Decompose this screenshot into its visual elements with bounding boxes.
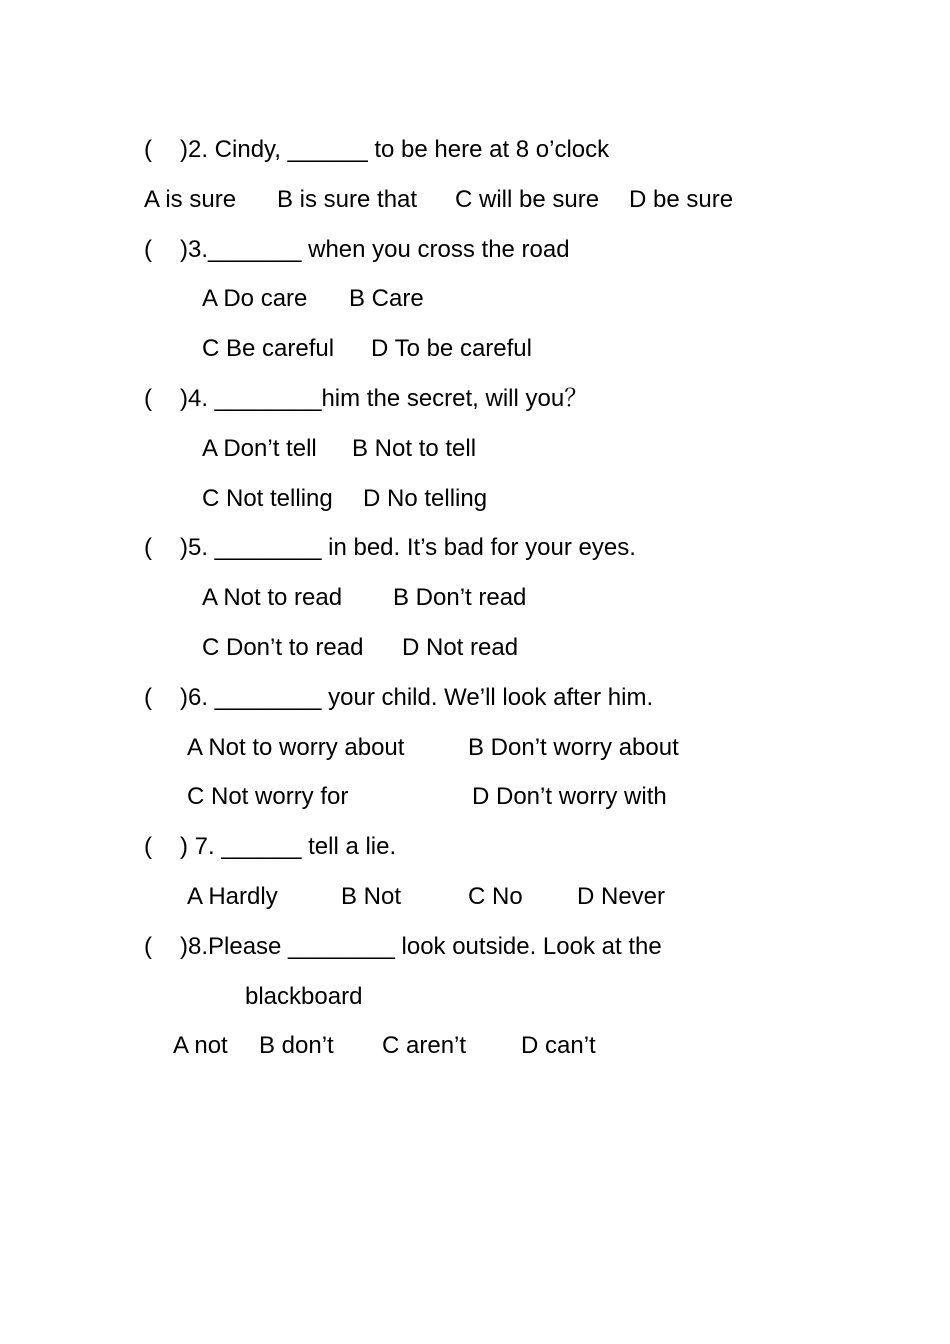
option-b: B Not [341,883,402,910]
question-text: )8.Please ________ look outside. Look at the [180,933,662,960]
option-a: A Hardly [187,883,278,910]
option-b: B Care [349,285,424,312]
option-d: D Not read [402,634,519,661]
option-a: A Don’t tell [202,435,317,462]
option-b: B Don’t read [393,584,527,611]
question-text-continuation: blackboard [245,983,363,1010]
question-8-options [0,1031,596,1211]
answer-paren: ( [144,236,152,263]
option-d: D No telling [363,485,488,512]
question-text: ) 7. ______ tell a lie. [180,833,397,860]
option-c: C Not worry for [187,783,349,810]
option-c: C Be careful [202,335,335,362]
option-d: D To be careful [371,335,532,362]
question-text: )3._______ when you cross the road [180,236,570,263]
answer-paren: ( [144,385,152,412]
option-d: D Never [577,883,666,910]
answer-paren: ( [144,833,152,860]
option-a: A is sure [144,186,237,213]
option-b: B Don’t worry about [468,734,679,761]
option-c: C will be sure [455,186,600,213]
option-a: A not [173,1032,228,1059]
answer-paren: ( [144,684,152,711]
option-a: A Not to read [202,584,343,611]
question-text: )4. ________him the secret, will you？ [180,385,589,412]
option-c: C Don’t to read [202,634,364,661]
option-b: B don’t [259,1032,334,1059]
question-text: )6. ________ your child. We’ll look after him. [180,684,654,711]
option-d: D Don’t worry with [472,783,667,810]
answer-paren: ( [144,534,152,561]
option-d: D be sure [629,186,734,213]
question-text: )2. Cindy, ______ to be here at 8 o’clock [180,136,610,163]
option-c: C No [468,883,523,910]
option-a: A Not to worry about [187,734,405,761]
option-d: D can’t [521,1032,596,1059]
question-text: )5. ________ in bed. It’s bad for your eyes. [180,534,636,561]
option-c: C aren’t [382,1032,467,1059]
answer-paren: ( [144,933,152,960]
option-c: C Not telling [202,485,333,512]
option-a: A Do care [202,285,308,312]
option-b: B Not to tell [352,435,477,462]
option-b: B is sure that [277,186,418,213]
answer-paren: ( [144,136,152,163]
